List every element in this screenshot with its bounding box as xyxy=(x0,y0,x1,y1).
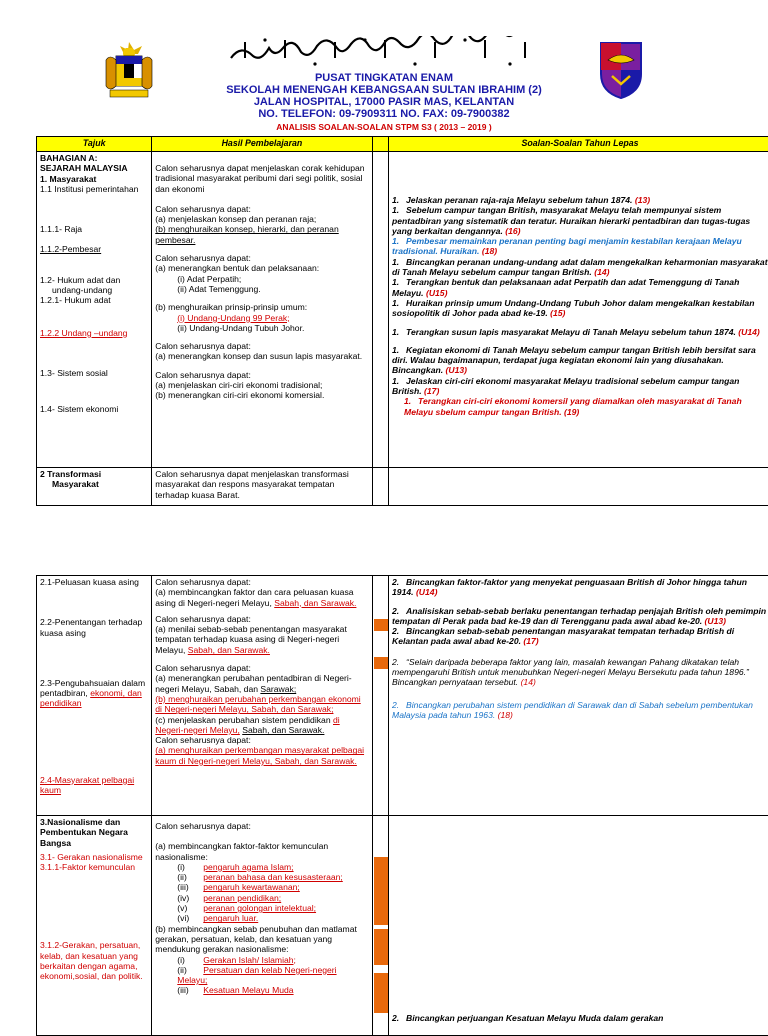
outcome-text: (i) Undang-Undang 99 Perak; xyxy=(155,313,368,323)
outcome-text: (a) menjelaskan konsep dan peranan raja; xyxy=(155,214,368,224)
col-header-spacer xyxy=(372,137,388,152)
hasil-cell xyxy=(152,152,372,468)
list-item: (vi) pengaruh luar. xyxy=(155,913,368,923)
outcome-text: Calon seharusnya dapat: xyxy=(155,821,368,831)
outcome-text: (b) menghuraikan perubahan perkembangan ekonomi di Negeri-negeri Melayu, Sabah, dan Sarawak; xyxy=(155,694,368,715)
question-item: 1. Pembesar memainkan peranan penting bagi menjamin kestabilan kerajaan Melayu tradisional. Huraikan. (18) xyxy=(392,236,768,257)
outcome-text: (a) menilai sebab-sebab penentangan masyarakat tempatan terhadap kuasa asing di Negeri-negeri Melayu, Sabah, dan Sarawak. xyxy=(155,624,368,655)
marker-cell xyxy=(372,576,388,816)
question-item: 1. Kegiatan ekonomi di Tanah Melayu sebelum campur tangan British lebih bersifat sara diri. Walau bagaimanapun, terdapat juga kegiatan ekonomi lain yang diusahakan. Bincangkan. (U13) xyxy=(392,345,768,376)
col-header-hasil: Hasil Pembelajaran xyxy=(152,137,372,152)
letterhead xyxy=(0,0,768,136)
outcome-text: (a) menerangkan perubahan pentadbiran di Negeri-negeri Melayu, Sabah, dan Sarawak; xyxy=(155,673,368,694)
topic-item: 1.1 Institusi pemerintahan xyxy=(40,184,148,194)
outcome-text: Calon seharusnya dapat: xyxy=(155,663,368,673)
outcome-text: (b) menerangkan ciri-ciri ekonomi komersial. xyxy=(155,390,368,400)
topic-item: undang-undang xyxy=(40,285,148,295)
soalan-cell xyxy=(389,152,768,468)
highlight-marker xyxy=(374,619,389,631)
question-item: 1. Jelaskan ciri-ciri ekonomi masyarakat Melayu tradisional sebelum campur tangan British. (17) xyxy=(392,376,768,397)
table-row xyxy=(37,152,768,468)
highlight-marker xyxy=(374,657,389,669)
centre-title: PUSAT TINGKATAN ENAM xyxy=(0,72,768,84)
outcome-text: (b) menghuraikan prinsip-prinsip umum: xyxy=(155,302,368,312)
marker-cell xyxy=(372,816,388,1036)
soalan-cell xyxy=(389,468,768,506)
topic-item: 1.2.2 Undang –undang xyxy=(40,328,148,338)
topic-item: 1.4- Sistem ekonomi xyxy=(40,404,148,414)
outcome-text: Calon seharusnya dapat: xyxy=(155,370,368,380)
outcome-text: Calon seharusnya dapat: xyxy=(155,204,368,214)
question-item: 1. Huraikan prinsip umum Undang-Undang Tubuh Johor dalam mengekalkan kestabilan sosiopolitik di Johor pada abad ke-19. (15) xyxy=(392,298,768,319)
list-item: (ii) peranan bahasa dan kesusasteraan; xyxy=(155,872,368,882)
tajuk-cell xyxy=(37,576,152,816)
school-name: SEKOLAH MENENGAH KEBANGSAAN SULTAN IBRAHIM (2) xyxy=(0,84,768,96)
soalan-cell xyxy=(389,816,768,1036)
topic-heading: 3.Nasionalisme dan Pembentukan Negara Bangsa xyxy=(40,817,148,848)
topic-heading: Masyarakat xyxy=(40,479,148,489)
list-item: (i) Gerakan Islah/ Islamiah; xyxy=(155,955,368,965)
topic-heading: 2 Transformasi xyxy=(40,469,148,479)
school-contact: NO. TELEFON: 09-7909311 NO. FAX: 09-7900382 xyxy=(0,108,768,120)
question-item: 2. “Selain daripada beberapa faktor yang lain, masalah kewangan Pahang dikatakan telah mempengaruhi British untuk menubuhkan Negeri-negeri Melayu Bersekutu pada tahun 1896.” Bincangkan pernyataan tersebut. (14) xyxy=(392,657,768,688)
outcome-text: Calon seharusnya dapat: xyxy=(155,253,368,263)
question-item: 1. Terangkan bentuk dan pelaksanaan adat Perpatih dan adat Temenggung di Tanah Melayu. (U15) xyxy=(392,277,768,298)
outcome-text: (a) menghuraikan perkembangan masyarakat pelbagai kaum di Negeri-negeri Melayu, Sabah, dan Sarawak. xyxy=(155,745,368,766)
section-heading: BAHAGIAN A: xyxy=(40,153,148,163)
spacer-cell xyxy=(372,468,388,506)
topic-item: 2.3-Pengubahsuaian dalam pentadbiran, ekonomi, dan pendidikan xyxy=(40,678,148,709)
question-item: 2. Bincangkan faktor-faktor yang menyekat penguasaan British di Johor hingga tahun 1914. (U14) xyxy=(392,577,768,598)
topic-item: 2.4-Masyarakat pelbagai kaum xyxy=(40,775,148,796)
outcome-text: (a) menerangkan bentuk dan pelaksanaan: xyxy=(155,263,368,273)
factor-list xyxy=(155,862,368,924)
movement-list xyxy=(155,955,368,996)
outcome-text: Calon seharusnya dapat: xyxy=(155,577,368,587)
hasil-cell xyxy=(152,576,372,816)
jawi-calligraphy-logo xyxy=(225,36,545,68)
question-item: 2. Bincangkan sebab-sebab penentangan masyarakat tempatan terhadap British di Kelantan pada awal abad ke-20. (17) xyxy=(392,626,768,647)
highlight-marker xyxy=(374,973,389,1013)
syllabus-table-1 xyxy=(36,136,768,506)
outcome-text: (a) membincangkan faktor dan cara peluasan kuasa asing di Negeri-negeri Melayu, Sabah, dan Sarawak. xyxy=(155,587,368,608)
outcome-text: (a) membincangkan faktor-faktor kemunculan nasionalisme: xyxy=(155,841,368,862)
section-subheading: SEJARAH MALAYSIA xyxy=(40,163,148,173)
list-item: (iv) peranan pendidikan; xyxy=(155,893,368,903)
question-item: 1. Sebelum campur tangan British, masyarakat Melayu telah mempunyai sistem pentadbiran yang sistematik dan teratur. Huraikan hierarki pentadbiran dan tugas-tugas yang berkaitan dengannya. (16) xyxy=(392,205,768,236)
topic-item: 2.2-Penentangan terhadap kuasa asing xyxy=(40,617,148,638)
hasil-cell xyxy=(152,816,372,1036)
topic-heading: 1. Masyarakat xyxy=(40,174,148,184)
outcome-text: (i) Adat Perpatih; xyxy=(155,274,368,284)
outcome-text: Calon seharusnya dapat: xyxy=(155,735,368,745)
spacer-cell xyxy=(372,152,388,468)
outcome-text: Calon seharusnya dapat: xyxy=(155,341,368,351)
question-item: 1. Terangkan susun lapis masyarakat Melayu di Tanah Melayu sebelum tahun 1874. (U14) xyxy=(392,327,768,337)
outcome-text: (ii) Undang-Undang Tubuh Johor. xyxy=(155,323,368,333)
school-address: JALAN HOSPITAL, 17000 PASIR MAS, KELANTAN xyxy=(0,96,768,108)
table-header-row xyxy=(37,137,768,152)
hasil-cell: Calon seharusnya dapat menjelaskan transformasi masyarakat dan respons masyarakat tempatan terhadap kuasa Barat. xyxy=(152,468,372,506)
tajuk-cell xyxy=(37,816,152,1036)
topic-item: 1.3- Sistem sosial xyxy=(40,368,148,378)
topic-item: 3.1- Gerakan nasionalisme xyxy=(40,852,148,862)
question-item: 1. Jelaskan peranan raja-raja Melayu sebelum tahun 1874. (13) xyxy=(392,195,768,205)
question-item: 1. Terangkan ciri-ciri ekonomi komersil yang diamalkan oleh masyarakat di Tanah Melayu sbelum campur tangan British. (19) xyxy=(392,396,768,417)
topic-item: 1.2.1- Hukum adat xyxy=(40,295,148,305)
topic-item: 3.1.2-Gerakan, persatuan, kelab, dan kesatuan yang berkaitan dengan agama, ekonomi,sosial, dan politik. xyxy=(40,940,148,981)
tajuk-cell xyxy=(37,468,152,506)
topic-item: 2.1-Peluasan kuasa asing xyxy=(40,577,148,587)
outcome-text: (c) menjelaskan perubahan sistem pendidikan di Negeri-negeri Melayu, Sabah, dan Sarawak. xyxy=(155,715,368,736)
outcome-text: (a) menerangkan konsep dan susun lapis masyarakat. xyxy=(155,351,368,361)
topic-item: 1.1.1- Raja xyxy=(40,224,148,234)
soalan-cell xyxy=(389,576,768,816)
question-item: 2. Bincangkan perubahan sistem pendidikan di Sarawak dan di Sabah sebelum pembentukan Malaysia pada tahun 1963. (18) xyxy=(392,700,768,721)
list-item: (iii) Kesatuan Melayu Muda xyxy=(155,985,368,995)
col-header-tajuk: Tajuk xyxy=(37,137,152,152)
topic-item: 3.1.1-Faktor kemunculan xyxy=(40,862,148,872)
list-item: (ii) Persatuan dan kelab Negeri-negeri Melayu; xyxy=(155,965,368,986)
outcome-text: (b) membincangkan sebab penubuhan dan matlamat gerakan, persatuan, kelab, dan kesatuan yang mendukung gerakan nasionalisme: xyxy=(155,924,368,955)
outcome-text: (b) menghuraikan konsep, hierarki, dan peranan pembesar. xyxy=(155,224,368,245)
tajuk-cell xyxy=(37,152,152,468)
col-header-soalan: Soalan-Soalan Tahun Lepas xyxy=(389,137,768,152)
question-item: 2. Analisiskan sebab-sebab berlaku penentangan terhadap penjajah British oleh pemimpin tempatan di Perak pada bad ke-19 dan di Terengganu pada awal abad ke-20. (U13) xyxy=(392,606,768,627)
table-row xyxy=(37,816,768,1036)
outcome-text: (ii) Adat Temenggung. xyxy=(155,284,368,294)
highlight-marker xyxy=(374,857,389,925)
outcome-text: Calon seharusnya dapat menjelaskan corak kehidupan tradisional masyarakat peribumi dari segi politik, sosial dan ekonomi xyxy=(155,163,368,194)
analysis-title: ANALISIS SOALAN-SOALAN STPM S3 ( 2013 – 2019 ) xyxy=(0,122,768,132)
table-row xyxy=(37,468,768,506)
outcome-text: Calon seharusnya dapat: xyxy=(155,614,368,624)
question-item: 1. Bincangkan peranan undang-undang adat dalam mengekalkan keharmonian masyarakat di Tanah Melayu sebelum campur tangan British. (14) xyxy=(392,257,768,278)
topic-item: 1.1.2-Pembesar xyxy=(40,244,148,254)
syllabus-table-2 xyxy=(36,575,768,1036)
list-item: (v) peranan golongan intelektual; xyxy=(155,903,368,913)
list-item: (i) pengaruh agama Islam; xyxy=(155,862,368,872)
list-item: (iii) pengaruh kewartawanan; xyxy=(155,882,368,892)
table-row xyxy=(37,576,768,816)
outcome-text: (a) menjelaskan ciri-ciri ekonomi tradisional; xyxy=(155,380,368,390)
topic-item: 1.2- Hukum adat dan xyxy=(40,275,148,285)
question-item: 2. Bincangkan perjuangan Kesatuan Melayu Muda dalam gerakan xyxy=(392,1013,768,1023)
highlight-marker xyxy=(374,929,389,965)
